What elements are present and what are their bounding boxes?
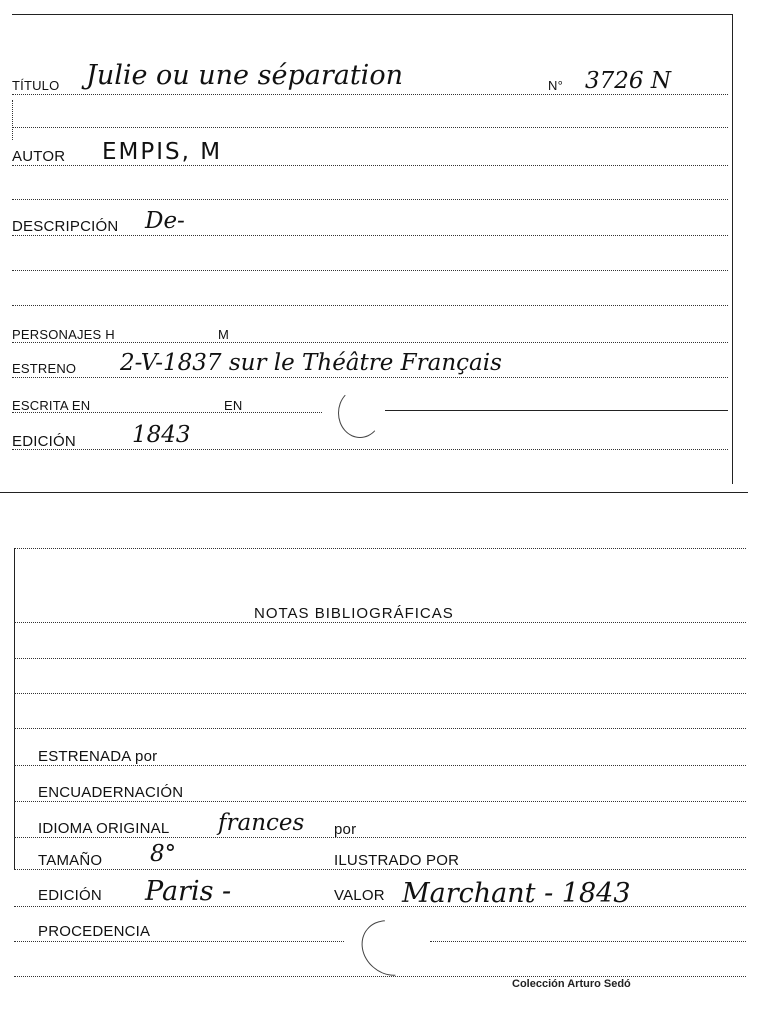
notas-rule-3	[14, 728, 746, 729]
personajes-line	[12, 342, 728, 343]
tamano-label: TAMAÑO	[38, 852, 103, 869]
descripcion-line	[12, 235, 728, 236]
rule-3	[12, 270, 728, 271]
bottom-card-left-border	[14, 548, 15, 870]
escrita-en-label: EN	[224, 398, 243, 413]
tamano-line	[14, 869, 746, 870]
escrita-line-a	[12, 412, 322, 413]
notas-rule-2	[14, 693, 746, 694]
coleccion-label: Colección Arturo Sedó	[512, 978, 631, 990]
edicion-line	[12, 449, 728, 450]
estrenada-label: ESTRENADA por	[38, 748, 158, 765]
edicion-value: 1843	[132, 422, 191, 448]
idioma-por-label: por	[334, 821, 357, 838]
notas-title: NOTAS BIBLIOGRÁFICAS	[254, 605, 454, 622]
edicion-label: EDICIÓN	[12, 433, 76, 450]
descripcion-value: De-	[145, 208, 185, 234]
encuadernacion-line	[14, 801, 746, 802]
estreno-value: 2-V-1837 sur le Théâtre Français	[120, 350, 502, 376]
edicion2-label: EDICIÓN	[38, 887, 102, 904]
top-card-left-mark	[12, 100, 13, 140]
procedencia-line-a	[14, 941, 344, 942]
edicion2-value: Paris -	[145, 876, 232, 907]
autor-line	[12, 165, 728, 166]
edicion2-line	[14, 906, 746, 907]
idioma-label: IDIOMA ORIGINAL	[38, 820, 170, 837]
estrenada-line	[14, 765, 746, 766]
escrita-label: ESCRITA EN	[12, 398, 91, 413]
valor-label: VALOR	[334, 887, 385, 904]
encuadernacion-label: ENCUADERNACIÓN	[38, 784, 184, 801]
titulo-value: Julie ou une séparation	[86, 60, 403, 91]
bottom-card-top-border	[14, 548, 746, 549]
autor-value: EMPIS, M	[102, 139, 223, 165]
titulo-label: TÍTULO	[12, 78, 60, 93]
top-card-bottom-border	[0, 492, 748, 493]
notas-line	[14, 622, 746, 623]
tamano-value: 8°	[150, 841, 177, 867]
escrita-line-b	[385, 410, 728, 411]
rule-1	[12, 127, 728, 128]
personajes-m-label: M	[218, 327, 230, 342]
top-card-right-border	[732, 14, 733, 484]
personajes-label: PERSONAJES H	[12, 327, 115, 342]
estreno-line	[12, 377, 728, 378]
descripcion-label: DESCRIPCIÓN	[12, 218, 119, 235]
estreno-label: ESTRENO	[12, 361, 77, 376]
titulo-line	[12, 94, 728, 95]
punch-hole-top	[338, 388, 382, 438]
autor-label: AUTOR	[12, 148, 66, 165]
procedencia-rule	[14, 976, 746, 977]
top-card-top-border	[12, 14, 732, 15]
idioma-line	[14, 837, 746, 838]
procedencia-label: PROCEDENCIA	[38, 923, 151, 940]
rule-4	[12, 305, 728, 306]
rule-2	[12, 199, 728, 200]
numero-value: 3726 N	[585, 68, 671, 94]
idioma-value: frances	[218, 810, 305, 836]
procedencia-line-b	[430, 941, 746, 942]
notas-rule-1	[14, 658, 746, 659]
valor-value: Marchant - 1843	[402, 878, 631, 909]
ilustrado-label: ILUSTRADO POR	[334, 852, 460, 869]
numero-label: N°	[548, 78, 563, 93]
